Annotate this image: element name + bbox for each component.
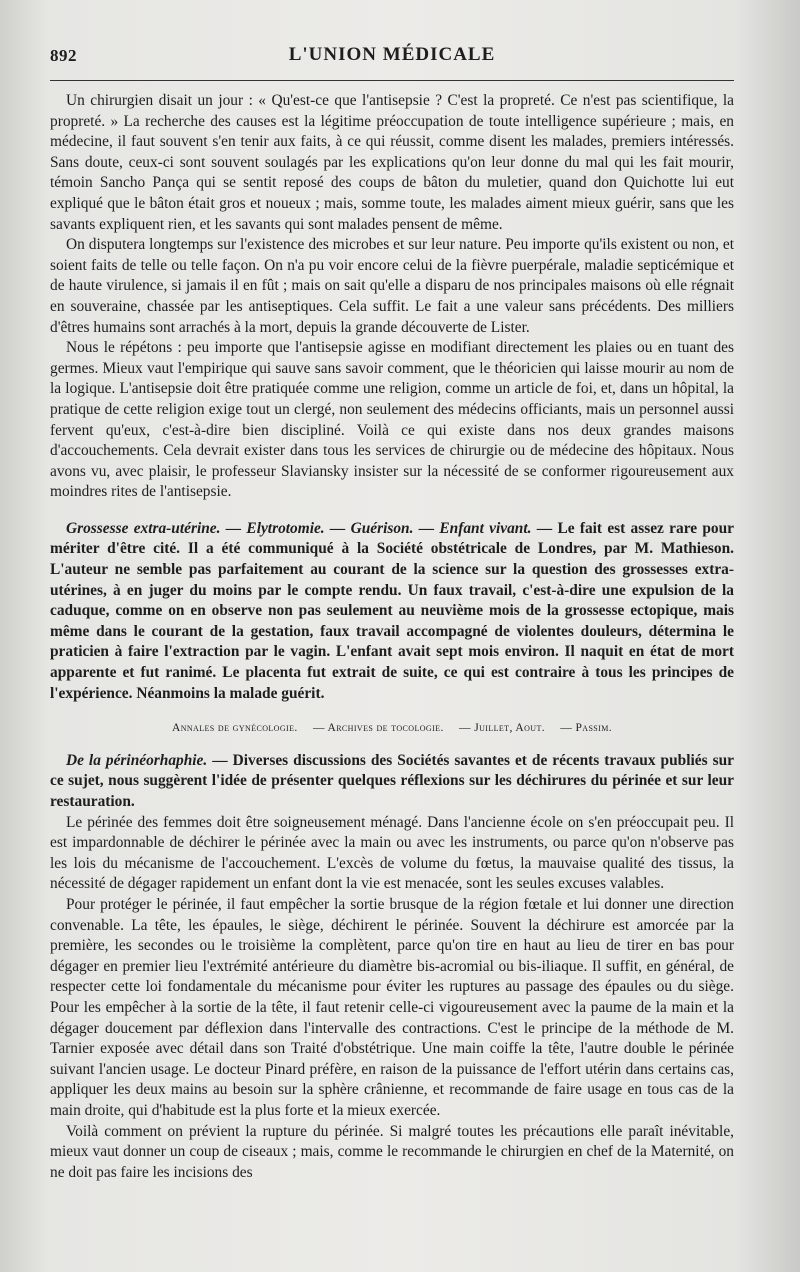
perineorrhaphie-body: — Diverses discussions des Sociétés savantes et de récents travaux publiés sur ce sujet, nous suggèrent l'idée de présenter quelques réflexions sur les déchirures du périnée et sur leur restauration.	[50, 751, 734, 810]
perineorrhaphie-intro	[50, 751, 734, 813]
header-rule	[50, 80, 734, 81]
paragraph: Un chirurgien disait un jour : « Qu'est-ce que l'antisepsie ? C'est la propreté. Ce n'est pas scientifique, la propreté. » La recherche des causes est la légitime préoccupation de toute intelligence supérieure ; mais, en médecine, il faut souvent s'en tenir aux faits, à ce qui réussit, comme disent les malades, premiers intéressés. Sans doute, ceux-ci sont souvent soulagés par les explications qu'on leur donne du mal qui les fait mourir, témoin Sancho Pança qui se sentit reposé des coups de bâton du muletier, quand don Quichotte lui eut expliqué que le bâton était gros et noueux ; mais, somme toute, les malades aiment mieux guérir, sans que les savants expliquent rien, et les savants qui sont malades pensent de même.	[50, 92, 734, 233]
paragraph: Voilà comment on prévient la rupture du périnée. Si malgré toutes les précautions elle paraît inévitable, mieux vaut donner un coup de ciseaux ; mais, comme le recommande le chirurgien en chef de la Maternité, on ne doit pas faire les incisions des	[50, 1122, 734, 1181]
case-report-paragraph	[50, 519, 734, 704]
section-heading-part: — Juillet, Aout.	[459, 722, 546, 735]
section-heading	[50, 718, 734, 739]
case-report-title: Grossesse extra-utérine. — Elytrotomie. — Guérison. — Enfant vivant.	[66, 519, 532, 537]
page-header	[50, 40, 734, 74]
case-report-body: — Le fait est assez rare pour mériter d'être cité. Il a été communiqué à la Société obstétricale de Londres, par M. Mathieson. L'auteur ne semble pas parfaitement au courant de la science sur la question des grossesses extra-utérines, à en juger du moins par le compte rendu. Un faux travail, c'est-à-dire une expulsion de la caduque, comme on en observe non pas seulement au neuvième mois de la grossesse ectopique, mais même dans le courant de la gestation, faux travail accompagné de violentes douleurs, détermina le praticien à faire l'extraction par le vagin. L'enfant avait sept mois environ. Il naquit en état de mort apparente et fut ranimé. Le placenta fut extrait de suite, ce qui est contraire à tous les principes de l'expérience. Néanmoins la malade guérit.	[50, 519, 734, 702]
perineorrhaphie-title: De la périnéorhaphie.	[66, 751, 208, 769]
perineorrhaphie-paragraph	[50, 751, 734, 813]
page-number: 892	[50, 46, 77, 65]
case-report	[50, 519, 734, 704]
article-body	[50, 91, 734, 1183]
section-heading-part: Annales de gynécologie.	[171, 722, 298, 735]
paragraph: Nous le répétons : peu importe que l'antisepsie agisse en modifiant directement les plaies ou en tuant des germes. Mieux vaut l'empirique qui sauve sans savoir comment, que le théoricien qui laisse mourir au nom de la logique. L'antisepsie doit être pratiquée comme une religion, comme un article de foi, et, dans un hôpital, la pratique de cette religion exige tout un clergé, non seulement des médecins officiants, mais un personnel aussi fervent qu'eux, c'est-à-dire bien discipliné. Voilà ce qui existe dans nos deux grandes maisons d'accouchements. Cela devrait exister dans tous les services de chirurgie ou de médecine des hôpitaux. Nous avons vu, avec plaisir, le professeur Slaviansky insister sur la nécessité de se conformer rigoureusement aux moindres rites de l'antisepsie.	[50, 339, 734, 501]
paragraph: Le périnée des femmes doit être soigneusement ménagé. Dans l'ancienne école on s'en préoccupait peu. Il est impardonnable de déchirer le périnée avec la main ou avec les instruments, ou parce qu'on n'observe pas les lois du mécanisme de l'accouchement. L'excès de volume du fœtus, la mauvaise qualité des tissus, la nécessité de dégager rapidement un enfant dont la vie est menacée, sont les seules excuses valables.	[50, 813, 734, 893]
section-heading-part: — Passim.	[560, 722, 612, 735]
paragraph: Pour protéger le périnée, il faut empêcher la sortie brusque de la région fœtale et lui donner une direction convenable. La tête, les épaules, le siège, déchirent le périnée. Souvent la déchirure est amorcée par la première, les secondes ou le troisième la complètent, parce qu'on tire en haut au lieu de tirer en bas pour dégager en premier lieu l'extrémité antérieure du diamètre bis-acromial ou bis-iliaque. Il suffit, en général, de respecter cette loi fondamentale du mécanisme pour éviter les ruptures au passage des épaules ou du siège. Pour les empêcher à la sortie de la tête, il faut retenir celle-ci vigoureusement avec la paume de la main et la dégager doucement par déflexion dans l'intervalle des contractions. C'est le principe de la méthode de M. Tarnier exposée avec détail dans son Traité d'obstétrique. Une main coiffe la tête, l'autre double le périnée suivant l'ancien usage. Le docteur Pinard préfère, en raison de la puissance de l'effort utérin dans certains cas, appliquer les deux mains au besoin sur la sphère crânienne, et recommande de faire usage en tous cas de la main droite, qui d'habitude est la plus forte et la mieux exercée.	[50, 895, 734, 1119]
paragraph: On disputera longtemps sur l'existence des microbes et sur leur nature. Peu importe qu'ils existent ou non, et soient faits de telle ou telle façon. On n'a pu voir encore celui de la fièvre puerpérale, maladie septicémique et de haute virulence, si jamais il en fût ; mais on sait qu'elle a disparu de nos principales maisons où elle régnait en souveraine, chassée par les antiseptiques. Cela suffit. Le fait a une valeur sans précédents. Des milliers d'êtres humains sont arrachés à la mort, depuis la grande découverte de Lister.	[50, 236, 734, 336]
section-heading-part: — Archives de tocologie.	[312, 722, 444, 735]
journal-title: L'UNION MÉDICALE	[288, 44, 496, 65]
paragraph-gap	[50, 503, 734, 519]
